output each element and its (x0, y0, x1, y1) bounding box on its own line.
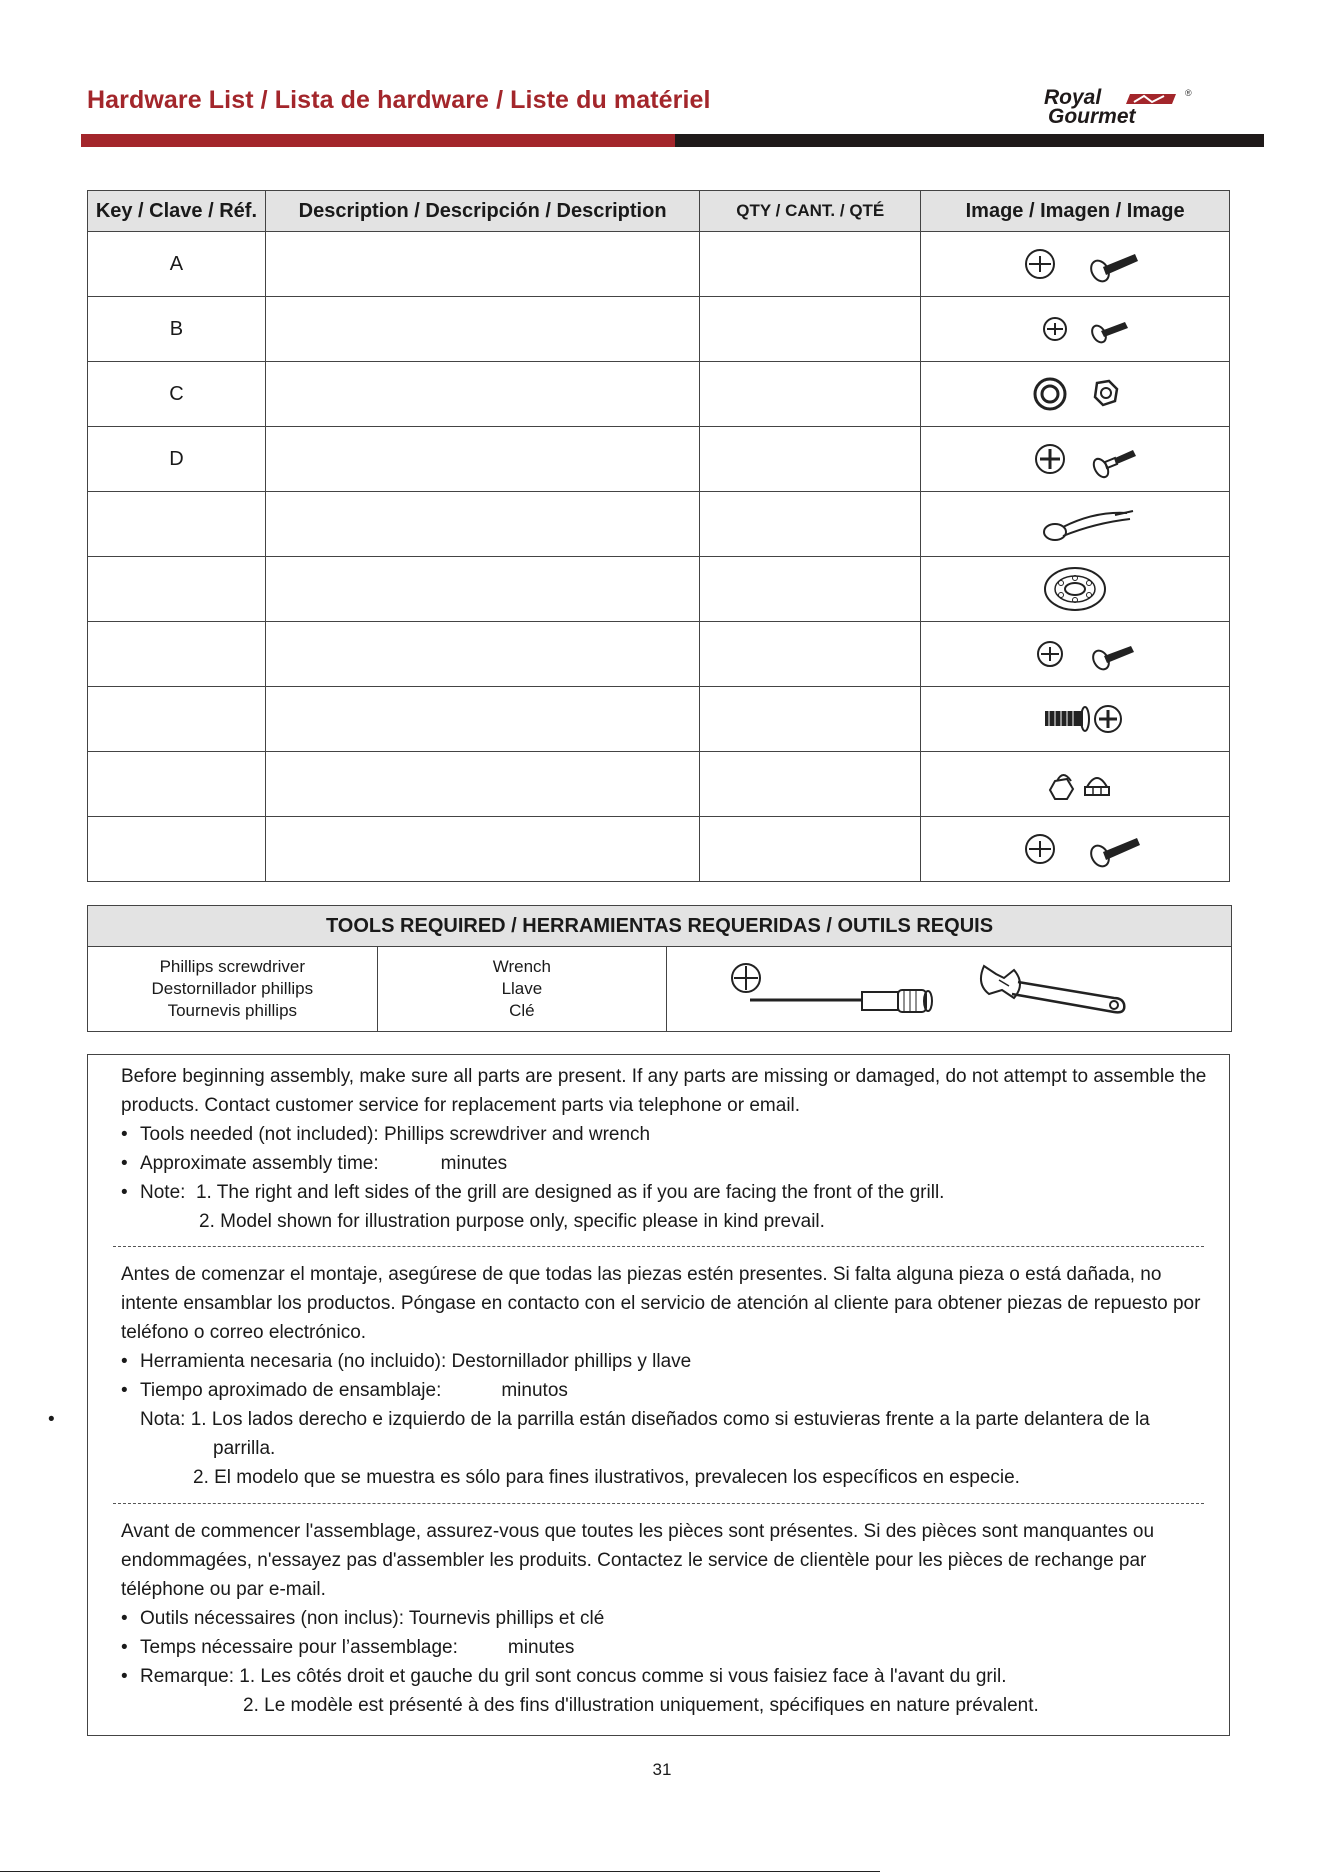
notes-intro: Before beginning assembly, make sure all parts are present. If any parts are missing or damaged, do not attempt to assemble the products. Contact customer service for replacement parts via telephone or email. (121, 1066, 1207, 1116)
r-clip-pin-icon (1005, 499, 1145, 549)
flange-nut-icon (1005, 369, 1145, 419)
logo-registered: ® (1185, 88, 1192, 98)
notes-intro: Avant de commencer l'assemblage, assurez-vous que toutes les pièces sont présentes. Si des pièces sont manquantes ou endommagées, n'essayez pas d'assembler les produits. Contactez le service de clientèle pour les pièces de rechange par téléphone ou par e-mail. (121, 1521, 1155, 1600)
notes-time: • Temps nécessaire pour l’assemblage: minutes (121, 1633, 1209, 1662)
phillips-screw-large-icon (1005, 239, 1145, 289)
threaded-screw-icon (1005, 694, 1145, 744)
header-bar-red (81, 134, 675, 147)
notes-note1: • Remarque: 1. Les côtés droit et gauche du gril sont concus comme si vous faisiez face à l'avant du gril. (121, 1662, 1209, 1691)
notes-tools: • Tools needed (not included): Phillips screwdriver and wrench (121, 1120, 1209, 1149)
row-description (265, 752, 700, 817)
tool-screwdriver-label: Phillips screwdriver Destornillador phillips Tournevis phillips (88, 947, 378, 1032)
bearing-icon (1005, 564, 1145, 614)
row-key (88, 492, 266, 557)
assembly-notes (87, 1054, 1230, 1736)
row-key: A (88, 232, 266, 297)
header-image: Image / Imagen / Image (921, 191, 1230, 232)
row-qty (700, 362, 921, 427)
row-key: B (88, 297, 266, 362)
wrench-icon (981, 966, 1124, 1012)
notes-note1: • Note: 1. The right and left sides of the grill are designed as if you are facing the front of the grill. (121, 1178, 1209, 1207)
tool-wrench-label: Wrench Llave Clé (377, 947, 667, 1032)
tool-images (667, 947, 1232, 1032)
header-description: Description / Descripción / Description (265, 191, 700, 232)
phillips-screw-medium-icon (1005, 629, 1145, 679)
row-qty (700, 492, 921, 557)
shoulder-screw-icon (1005, 434, 1145, 484)
notes-time: • Tiempo aproximado de ensamblaje: minutos (121, 1376, 1209, 1405)
row-description (265, 362, 700, 427)
table-row (88, 752, 1230, 817)
row-qty (700, 687, 921, 752)
phillips-screw-long-icon (1005, 824, 1145, 874)
tools-header: TOOLS REQUIRED / HERRAMIENTAS REQUERIDAS / OUTILS REQUIS (88, 906, 1232, 947)
header-qty: QTY / CANT. / QTÉ (700, 191, 921, 232)
notes-note2: 2. Model shown for illustration purpose only, specific please in kind prevail. (199, 1211, 825, 1232)
row-key (88, 817, 266, 882)
notes-tools: • Outils nécessaires (non inclus): Tournevis phillips et clé (121, 1604, 1209, 1633)
row-qty (700, 427, 921, 492)
row-qty (700, 752, 921, 817)
header-bar-dark (675, 134, 1264, 147)
row-qty (700, 557, 921, 622)
table-row (88, 817, 1230, 882)
notes-time: • Approximate assembly time: minutes (121, 1149, 1209, 1178)
notes-tools: • Herramienta necesaria (no incluido): Destornillador phillips y llave (121, 1347, 1209, 1376)
table-row (88, 557, 1230, 622)
notes-note1: • Nota: 1. Los lados derecho e izquierdo de la parrilla están diseñados como si estuvieras frente a la parte delantera de la parrilla. (121, 1405, 1209, 1463)
table-row (88, 492, 1230, 557)
divider-dashed (113, 1503, 1204, 1504)
royal-gourmet-logo (1040, 86, 1250, 126)
screwdriver-icon (732, 964, 932, 1012)
row-description (265, 427, 700, 492)
hardware-table (87, 190, 1230, 882)
phillips-screw-small-icon (1005, 304, 1145, 354)
table-row (88, 362, 1230, 427)
page-title: Hardware List / Lista de hardware / Liste du matériel (87, 86, 711, 114)
table-row (88, 622, 1230, 687)
hardware-header-row (88, 191, 1230, 232)
table-row (88, 232, 1230, 297)
row-key (88, 687, 266, 752)
page-number: 31 (652, 1760, 672, 1779)
row-description (265, 557, 700, 622)
notes-intro: Antes de comenzar el montaje, asegúrese de que todas las piezas estén presentes. Si falta alguna pieza o está dañada, no intente ensamblar los productos. Póngase en contacto con el servicio de atención al cliente para obtener piezas de repuesto por teléfono o correo electrónico. (121, 1264, 1201, 1343)
row-key: D (88, 427, 266, 492)
notes-english (121, 1062, 1209, 1236)
tools-table (87, 905, 1232, 1032)
tools-row (88, 947, 1232, 1032)
row-description (265, 297, 700, 362)
row-description (265, 492, 700, 557)
row-description (265, 622, 700, 687)
table-row (88, 297, 1230, 362)
row-key (88, 557, 266, 622)
notes-note2: 2. El modelo que se muestra es sólo para fines ilustrativos, prevalecen los específicos en especie. (193, 1467, 1020, 1488)
notes-note2: 2. Le modèle est présenté à des fins d'illustration uniquement, spécifiques en nature prévalent. (243, 1695, 1039, 1716)
row-key (88, 622, 266, 687)
row-qty (700, 817, 921, 882)
row-description (265, 817, 700, 882)
divider-dashed (113, 1246, 1204, 1247)
row-key (88, 752, 266, 817)
notes-spanish (121, 1260, 1209, 1492)
row-qty (700, 232, 921, 297)
logo-line2: Gourmet (1048, 105, 1136, 126)
row-qty (700, 622, 921, 687)
notes-french (121, 1517, 1209, 1720)
table-row (88, 687, 1230, 752)
row-description (265, 687, 700, 752)
cap-nut-icon (1005, 759, 1145, 809)
header-key: Key / Clave / Réf. (88, 191, 266, 232)
row-description (265, 232, 700, 297)
row-qty (700, 297, 921, 362)
row-key: C (88, 362, 266, 427)
logo-line1: Royal (1044, 86, 1102, 109)
table-row (88, 427, 1230, 492)
